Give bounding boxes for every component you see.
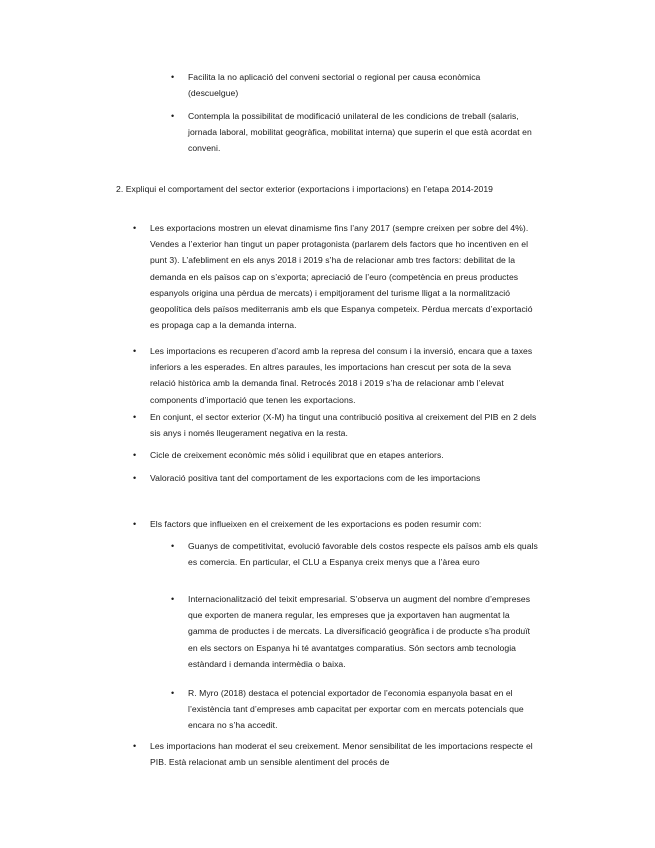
bullet-marker: •: [133, 473, 137, 483]
sub-bullet-myro: R. Myro (2018) destaca el potencial exportador de l’economia espanyola basat en el l’existència tant d’empreses amb capacitat per exportar com en mercats potencials que encara no s’ha accedit.: [188, 688, 524, 731]
bullet-exportacions: Les exportacions mostren un elevat dinamisme fins l’any 2017 (sempre creixen per sobre del 4%). Vendes a l’exterior han tingut un paper protagonista (parlarem dels factors que ho incentiven en el punt 3). L’afebliment en els anys 2018 i 2019 s’ha de relacionar amb tres factors: debilitat de la demanda en els països cap on s’exporta; apreciació de l’euro (competència en preus productes espanyols origina una pèrdua de mercats) i empitjorament del turisme lligat a la normalització geopolítica dels països mediterranis amb els que Espanya competeix. Pèrdua mercats d’exportació es propaga cap a la demanda interna.: [150, 223, 533, 331]
bullet-marker: •: [133, 412, 137, 422]
bullet-marker: •: [171, 594, 175, 604]
sub-bullet-descuelgue: Facilita la no aplicació del conveni sectorial o regional per causa econòmica (descuelgue): [188, 72, 481, 99]
bullet-marker: •: [133, 346, 137, 356]
bullet-marker: •: [133, 741, 137, 751]
bullet-marker: •: [133, 450, 137, 460]
bullet-marker: •: [133, 223, 137, 233]
bullet-cicle: Cicle de creixement econòmic més sòlid i equilibrat que en etapes anteriors.: [150, 450, 444, 460]
bullet-marker: •: [171, 688, 175, 698]
sub-bullet-internacionalitzacio: Internacionalització del teixit empresarial. S’observa un augment del nombre d’empreses que exporten de manera regular, les empreses que ja exportaven han augmentat la gamma de productes i de mercats. La diversificació geogràfica i de producte s’ha produït en els sectors on Espanya hi té avantatges comparatius. Són sectors amb tecnologia estàndard i demanda intermèdia o baixa.: [188, 594, 531, 669]
bullet-factors: Els factors que influeixen en el creixement de les exportacions es poden resumir com:: [150, 519, 482, 529]
bullet-marker: •: [133, 519, 137, 529]
bullet-marker: •: [171, 111, 175, 121]
bullet-sector-exterior: En conjunt, el sector exterior (X-M) ha tingut una contribució positiva al creixement del PIB en 2 dels sis anys i només lleugerament negativa en la resta.: [150, 412, 537, 439]
sub-bullet-modificacio: Contempla la possibilitat de modificació unilateral de les condicions de treball (salaris, jornada laboral, mobilitat geogràfica, mobilitat interna) que superin el que està acordat en conveni.: [188, 111, 532, 154]
sub-bullet-competitivitat: Guanys de competitivitat, evolució favorable dels costos respecte els països amb els quals es comercia. En particular, el CLU a Espanya creix menys que a l’àrea euro: [188, 541, 538, 568]
section-heading: 2. Expliqui el comportament del sector exterior (exportacions i importacions) en l’etapa 2014-2019: [116, 184, 494, 194]
bullet-importacions-moderat: Les importacions han moderat el seu creixement. Menor sensibilitat de les importacions respecte el PIB. Està relacionat amb un sensible alentiment del procés de: [150, 741, 533, 768]
bullet-marker: •: [171, 541, 175, 551]
bullet-marker: •: [171, 72, 175, 82]
bullet-valoracio: Valoració positiva tant del comportament de les exportacions com de les importacions: [150, 473, 481, 483]
bullet-importacions: Les importacions es recuperen d’acord amb la represa del consum i la inversió, encara que a taxes inferiors a les esperades. En altres paraules, les importacions han crescut per sota de la seva relació històrica amb la demanda final. Retrocés 2018 i 2019 s’ha de relacionar amb l’elevat components d’importació que tenen les exportacions.: [150, 346, 533, 405]
